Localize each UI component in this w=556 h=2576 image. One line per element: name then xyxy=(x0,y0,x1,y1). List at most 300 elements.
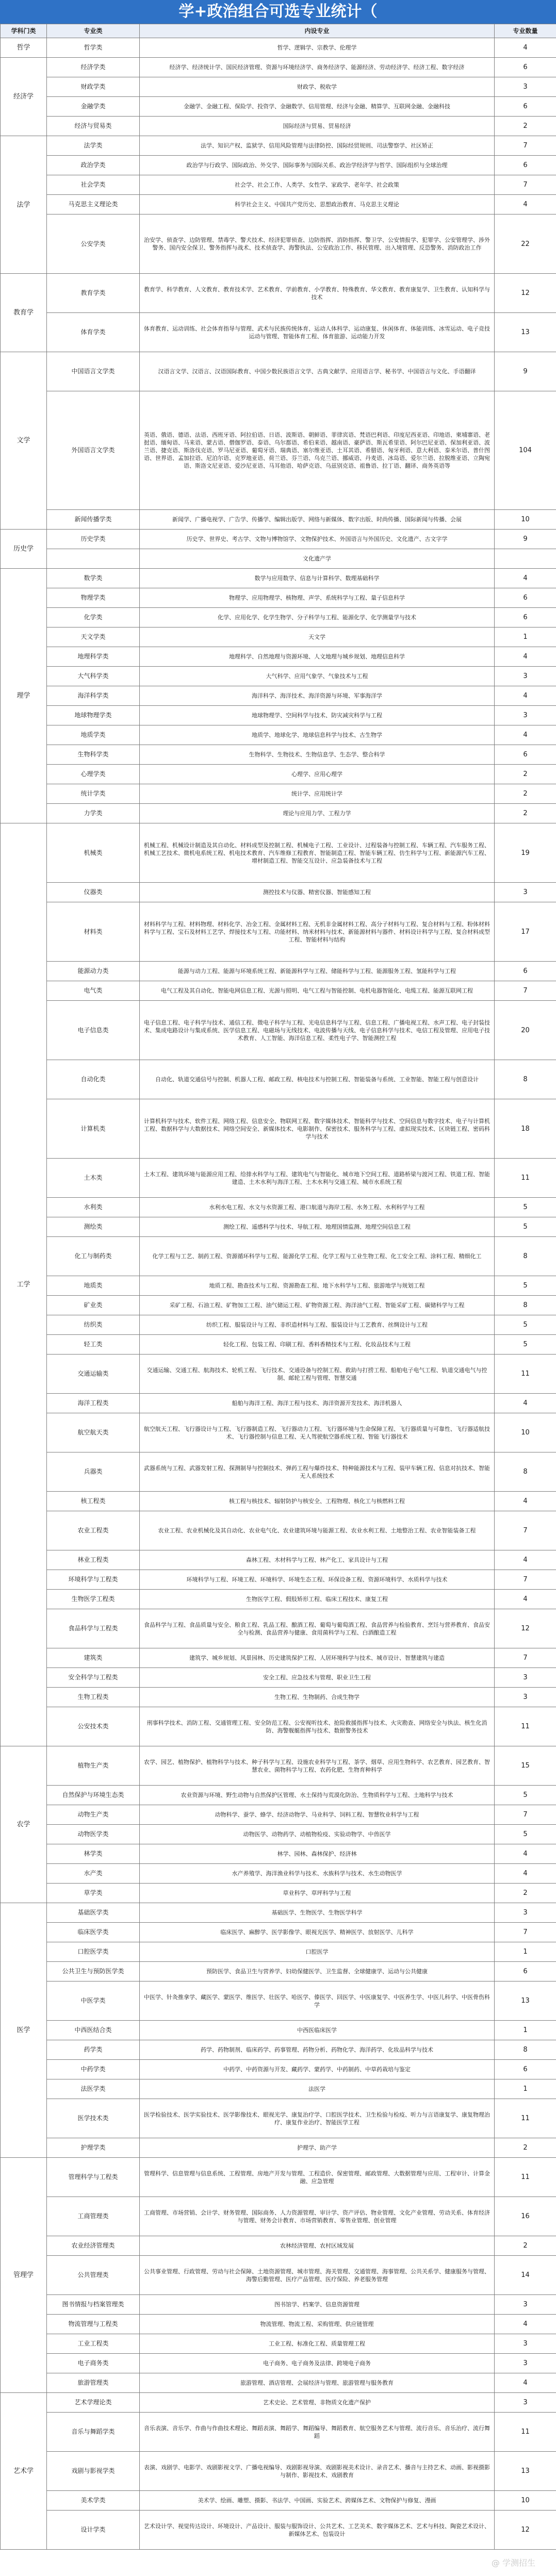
major-class-cell: 统计学类 xyxy=(47,784,140,804)
major-class-cell: 外国语言文学类 xyxy=(47,391,140,510)
major-count-cell: 6 xyxy=(495,2060,556,2079)
major-count-cell: 4 xyxy=(495,195,556,214)
major-class-cell: 海洋科学类 xyxy=(47,686,140,706)
table-row xyxy=(1,883,556,902)
majors-list-cell: 测绘工程、遥感科学与技术、导航工程、地理国情监测、地理空间信息工程 xyxy=(140,1217,495,1237)
major-count-cell: 3 xyxy=(495,2295,556,2315)
major-count-cell: 4 xyxy=(495,1590,556,1609)
table-row xyxy=(1,1844,556,1864)
major-class-cell: 化工与制药类 xyxy=(47,1237,140,1276)
header-count: 专业数量 xyxy=(495,24,556,38)
major-count-cell: 11 xyxy=(495,1159,556,1198)
major-count-cell: 4 xyxy=(495,2315,556,2334)
major-class-cell: 经济与贸易类 xyxy=(47,117,140,136)
majors-list-cell: 核工程与核技术、辐射防护与核安全、工程物理、核化工与核燃料工程 xyxy=(140,1492,495,1511)
table-row xyxy=(1,1198,556,1217)
majors-list-cell: 药学、药物制剂、临床药学、药事管理、药物分析、药物化学、海洋药学、化妆品科学与技术 xyxy=(140,2040,495,2060)
major-count-cell: 1 xyxy=(495,2021,556,2040)
table-header xyxy=(1,24,556,38)
major-count-cell: 3 xyxy=(495,706,556,725)
major-class-cell: 管理科学与工程类 xyxy=(47,2158,140,2197)
major-count-cell: 22 xyxy=(495,214,556,274)
major-count-cell: 6 xyxy=(495,962,556,981)
table-row xyxy=(1,1590,556,1609)
majors-list-cell: 管理科学、信息管理与信息系统、工程管理、房地产开发与管理、工程造价、保密管理、邮政管理、大数据管理与应用、工程审计、计算金融、应急管理 xyxy=(140,2158,495,2197)
table-row xyxy=(1,608,556,628)
major-count-cell: 7 xyxy=(495,1805,556,1825)
table-row xyxy=(1,725,556,745)
table-row xyxy=(1,1962,556,1981)
majors-list-cell: 森林工程、木材科学与工程、林产化工、家具设计与工程 xyxy=(140,1550,495,1570)
table-row xyxy=(1,1648,556,1668)
major-class-cell: 电气类 xyxy=(47,981,140,1001)
table-row xyxy=(1,549,556,569)
majors-list-cell: 图书馆学、档案学、信息资源管理 xyxy=(140,2295,495,2315)
major-count-cell: 12 xyxy=(495,2511,556,2550)
table-row xyxy=(1,352,556,391)
major-count-cell: 3 xyxy=(495,2393,556,2413)
table-row xyxy=(1,156,556,175)
majors-list-cell: 天文学 xyxy=(140,628,495,647)
major-class-cell: 物理学类 xyxy=(47,588,140,608)
major-class-cell: 动物生产类 xyxy=(47,1805,140,1825)
table-row xyxy=(1,1707,556,1746)
major-class-cell: 生物医学工程类 xyxy=(47,1590,140,1609)
table-row xyxy=(1,2197,556,2236)
table-row xyxy=(1,765,556,784)
major-count-cell: 10 xyxy=(495,2491,556,2511)
table-row xyxy=(1,2138,556,2158)
major-class-cell: 公安学类 xyxy=(47,214,140,274)
majors-list-cell: 历史学、世界史、考古学、文物与博物馆学、文物保护技术、外国语言与外国历史、文化遗产、古文字学 xyxy=(140,530,495,549)
major-class-cell: 农业经济管理类 xyxy=(47,2236,140,2256)
table-row xyxy=(1,530,556,549)
table-row xyxy=(1,2334,556,2354)
major-count-cell: 6 xyxy=(495,608,556,628)
major-class-cell: 自然保护与环境生态类 xyxy=(47,1786,140,1805)
table-row xyxy=(1,1492,556,1511)
majors-list-cell: 武器系统与工程、武器发射工程、探测制导与控制技术、弹药工程与爆炸技术、特种能源技术与工程、装甲车辆工程、信息对抗技术、智能无人系统技术 xyxy=(140,1452,495,1492)
table-row xyxy=(1,510,556,530)
major-class-cell: 地质类 xyxy=(47,1276,140,1296)
major-count-cell: 4 xyxy=(495,1864,556,1884)
table-row xyxy=(1,1746,556,1786)
table-row xyxy=(1,1550,556,1570)
major-count-cell: 6 xyxy=(495,1962,556,1981)
majors-list-cell: 生物科学、生物技术、生物信息学、生态学、整合科学 xyxy=(140,745,495,765)
discipline-cell: 法学 xyxy=(1,136,47,274)
table-row xyxy=(1,1688,556,1707)
major-class-cell: 中西医结合类 xyxy=(47,2021,140,2040)
major-count-cell: 3 xyxy=(495,883,556,902)
major-class-cell: 法医学类 xyxy=(47,2079,140,2099)
table-row xyxy=(1,58,556,77)
table-row xyxy=(1,2315,556,2334)
major-class-cell: 环境科学与工程类 xyxy=(47,1570,140,1590)
majors-list-cell: 预防医学、食品卫生与营养学、妇幼保健医学、卫生监督、全球健康学、运动与公共健康 xyxy=(140,1962,495,1981)
table-row xyxy=(1,1805,556,1825)
table-row xyxy=(1,274,556,313)
major-count-cell: 11 xyxy=(495,2158,556,2197)
major-count-cell: 19 xyxy=(495,823,556,883)
discipline-cell: 文学 xyxy=(1,352,47,530)
majors-list-cell: 测控技术与仪器、精密仪器、智能感知工程 xyxy=(140,883,495,902)
majors-list-cell: 刑事科学技术、消防工程、交通管理工程、安全防范工程、公安视听技术、抢险救援指挥与技术、火灾勘查、网络安全与执法、核生化消防、海警舰艇指挥与技术、数据警务技术 xyxy=(140,1707,495,1746)
majors-list-cell: 经济学、经济统计学、国民经济管理、资源与环境经济学、商务经济学、能源经济、劳动经济学、经济工程、数字经济 xyxy=(140,58,495,77)
table-row xyxy=(1,1511,556,1550)
major-class-cell: 财政学类 xyxy=(47,77,140,97)
major-class-cell: 法学类 xyxy=(47,136,140,156)
table-row xyxy=(1,1452,556,1492)
major-class-cell: 马克思主义理论类 xyxy=(47,195,140,214)
major-class-cell: 基础医学类 xyxy=(47,1903,140,1923)
table-row xyxy=(1,1237,556,1276)
major-class-cell: 心理学类 xyxy=(47,765,140,784)
table-row xyxy=(1,2373,556,2393)
major-class-cell: 动物医学类 xyxy=(47,1825,140,1844)
table-row xyxy=(1,569,556,588)
majors-list-cell: 自动化、轨道交通信号与控制、机器人工程、邮政工程、核电技术与控制工程、智能装备与系统、工业智能、智能工程与创意设计 xyxy=(140,1060,495,1099)
table-row xyxy=(1,1942,556,1962)
major-class-cell: 林业工程类 xyxy=(47,1550,140,1570)
discipline-cell: 哲学 xyxy=(1,38,47,58)
majors-list-cell: 新闻学、广播电视学、广告学、传播学、编辑出版学、网络与新媒体、数字出版、时尚传播、国际新闻与传播、会展 xyxy=(140,510,495,530)
table-row xyxy=(1,214,556,274)
majors-list-cell: 能源与动力工程、能源与环境系统工程、新能源科学与工程、储能科学与工程、能源服务工程、氢能科学与工程 xyxy=(140,962,495,981)
table-row xyxy=(1,981,556,1001)
major-class-cell: 兵器类 xyxy=(47,1452,140,1492)
major-class-cell: 经济学类 xyxy=(47,58,140,77)
major-count-cell: 7 xyxy=(495,1511,556,1550)
major-class-cell: 计算机类 xyxy=(47,1099,140,1159)
table-row xyxy=(1,2236,556,2256)
major-count-cell: 14 xyxy=(495,2256,556,2295)
majors-list-cell: 美术学、绘画、雕塑、摄影、书法学、中国画、实验艺术、跨媒体艺术、文物保护与修复、漫画 xyxy=(140,2491,495,2511)
major-count-cell: 9 xyxy=(495,530,556,549)
page-title: 学+政治组合可选专业统计（ xyxy=(0,0,556,24)
majors-list-cell: 治安学、侦查学、边防管理、禁毒学、警犬技术、经济犯罪侦查、边防指挥、消防指挥、警卫学、公安情报学、犯罪学、公安管理学、涉外警务、国内安全保卫、警务指挥与战术、技术侦查学、海警执法、公安政治工作、移民管理、出入境管理、反恐警务、消防政治工作 xyxy=(140,214,495,274)
major-count-cell: 11 xyxy=(495,1355,556,1394)
table-row xyxy=(1,2099,556,2138)
majors-list-cell: 化学工程与工艺、制药工程、资源循环科学与工程、能源化学工程、化学工程与工业生物工程、化工安全工程、涂料工程、精细化工 xyxy=(140,1237,495,1276)
major-count-cell: 104 xyxy=(495,391,556,510)
majors-list-cell: 物流管理、物流工程、采购管理、供应链管理 xyxy=(140,2315,495,2334)
majors-list-cell: 表演、戏剧学、电影学、戏剧影视文学、广播电视编导、戏剧影视导演、戏剧影视美术设计、录音艺术、播音与主持艺术、动画、影视摄影与制作、影视技术、戏剧教育 xyxy=(140,2452,495,2491)
table-row xyxy=(1,1981,556,2021)
major-class-cell: 工商管理类 xyxy=(47,2197,140,2236)
table-row xyxy=(1,588,556,608)
table-row xyxy=(1,667,556,686)
table-row xyxy=(1,1099,556,1159)
table-row xyxy=(1,1864,556,1884)
majors-list-cell: 航空航天工程、飞行器设计与工程、飞行器制造工程、飞行器动力工程、飞行器环境与生命保障工程、飞行器质量与可靠性、飞行器适航技术、飞行器控制与信息工程、无人驾驶航空器系统工程、智能飞行器技术 xyxy=(140,1413,495,1452)
major-count-cell: 6 xyxy=(495,588,556,608)
major-count-cell: 8 xyxy=(495,1237,556,1276)
majors-list-cell: 机械工程、机械设计制造及其自动化、材料成型及控制工程、机械电子工程、工业设计、过程装备与控制工程、车辆工程、汽车服务工程、机械工艺技术、微机电系统工程、机电技术教育、汽车维修工程教育、智能制造工程、智能车辆工程、仿生科学与工程、新能源汽车工程、增材制造工程、智能交互设计、应急装备技术与工程 xyxy=(140,823,495,883)
major-count-cell: 17 xyxy=(495,902,556,962)
major-class-cell xyxy=(47,549,140,569)
majors-list-cell: 化学、应用化学、化学生物学、分子科学与工程、能源化学、化学测量学与技术 xyxy=(140,608,495,628)
major-class-cell: 水利类 xyxy=(47,1198,140,1217)
major-count-cell: 3 xyxy=(495,1903,556,1923)
major-count-cell: 13 xyxy=(495,2452,556,2491)
majors-list-cell: 体育教育、运动训练、社会体育指导与管理、武术与民族传统体育、运动人体科学、运动康复、休闲体育、体能训练、冰雪运动、电子竞技运动与管理、智能体育工程、体育旅游、运动能力开发 xyxy=(140,313,495,352)
majors-list-cell: 中医学、针灸推拿学、藏医学、蒙医学、维医学、壮医学、哈医学、傣医学、回医学、中医康复学、中医养生学、中医儿科学、中医骨伤科学 xyxy=(140,1981,495,2021)
major-count-cell: 4 xyxy=(495,725,556,745)
majors-list-cell: 政治学与行政学、国际政治、外交学、国际事务与国际关系、政治学经济学与哲学、国际组织与全球治理 xyxy=(140,156,495,175)
major-count-cell: 7 xyxy=(495,1570,556,1590)
majors-list-cell: 临床医学、麻醉学、医学影像学、眼视光医学、精神医学、放射医学、儿科学 xyxy=(140,1923,495,1942)
major-class-cell: 体育学类 xyxy=(47,313,140,352)
majors-list-cell: 工业工程、标准化工程、质量管理工程 xyxy=(140,2334,495,2354)
table-row xyxy=(1,313,556,352)
major-class-cell: 金融学类 xyxy=(47,97,140,117)
majors-list-cell: 环境科学与工程、环境工程、环境科学、环境生态工程、环保设备工程、资源环境科学、水质科学与技术 xyxy=(140,1570,495,1590)
major-count-cell: 3 xyxy=(495,2334,556,2354)
majors-list-cell: 科学社会主义、中国共产党历史、思想政治教育、马克思主义理论 xyxy=(140,195,495,214)
majors-list-cell: 材料科学与工程、材料物理、材料化学、冶金工程、金属材料工程、无机非金属材料工程、高分子材料与工程、复合材料与工程、粉体材料科学与工程、宝石及材料工艺学、焊接技术与工程、功能材料、纳米材料与技术、新能源材料与器件、材料设计科学与工程、复合材料成型工程、智能材料与结构 xyxy=(140,902,495,962)
major-count-cell: 2 xyxy=(495,1884,556,1903)
majors-list-cell: 公共事业管理、行政管理、劳动与社会保障、土地资源管理、城市管理、海关管理、交通管理、海事管理、公共关系学、健康服务与管理、海警后勤管理、医疗产品管理、医疗保险、养老服务管理 xyxy=(140,2256,495,2295)
major-count-cell: 2 xyxy=(495,765,556,784)
table-row xyxy=(1,1413,556,1452)
major-count-cell: 1 xyxy=(495,1942,556,1962)
major-class-cell: 公共卫生与预防医学类 xyxy=(47,1962,140,1981)
major-count-cell: 15 xyxy=(495,1746,556,1786)
major-count-cell: 5 xyxy=(495,1315,556,1335)
majors-list-cell: 农业工程、农业机械化及其自动化、农业电气化、农业建筑环境与能源工程、农业水利工程、土地整治工程、农业智能装备工程 xyxy=(140,1511,495,1550)
major-class-cell: 数学类 xyxy=(47,569,140,588)
major-class-cell: 音乐与舞蹈学类 xyxy=(47,2413,140,2452)
major-class-cell: 食品科学与工程类 xyxy=(47,1609,140,1648)
major-count-cell: 2 xyxy=(495,2138,556,2158)
majors-list-cell: 水产养殖学、海洋渔业科学与技术、水族科学与技术、水生动物医学 xyxy=(140,1864,495,1884)
major-count-cell: 4 xyxy=(495,1844,556,1864)
major-class-cell: 历史学类 xyxy=(47,530,140,549)
majors-list-cell: 地质学、地球化学、地球信息科学与技术、古生物学 xyxy=(140,725,495,745)
major-class-cell: 口腔医学类 xyxy=(47,1942,140,1962)
table-row xyxy=(1,2021,556,2040)
header-category: 学科门类 xyxy=(1,24,47,38)
majors-list-cell: 水利水电工程、水文与水资源工程、港口航道与海岸工程、水务工程、水利科学与工程 xyxy=(140,1198,495,1217)
majors-list-cell: 汉语言文学、汉语言、汉语国际教育、中国少数民族语言文学、古典文献学、应用语言学、秘书学、中国语言与文化、手语翻译 xyxy=(140,352,495,391)
table-row xyxy=(1,1276,556,1296)
major-class-cell: 植物生产类 xyxy=(47,1746,140,1786)
major-class-cell: 航空航天类 xyxy=(47,1413,140,1452)
table-row xyxy=(1,117,556,136)
majors-list-cell: 法医学 xyxy=(140,2079,495,2099)
table-row xyxy=(1,38,556,58)
major-class-cell: 水产类 xyxy=(47,1864,140,1884)
table-row xyxy=(1,1609,556,1648)
watermark: @ 学测招生 xyxy=(491,2558,535,2568)
major-statistics-table xyxy=(0,24,556,2550)
major-count-cell: 4 xyxy=(495,38,556,58)
major-count-cell: 3 xyxy=(495,1688,556,1707)
major-count-cell: 5 xyxy=(495,1825,556,1844)
majors-list-cell: 理论与应用力学、工程力学 xyxy=(140,804,495,823)
major-count-cell: 12 xyxy=(495,274,556,313)
table-row xyxy=(1,2491,556,2511)
table-row xyxy=(1,1315,556,1335)
major-count-cell: 2 xyxy=(495,117,556,136)
majors-list-cell: 哲学、逻辑学、宗教学、伦理学 xyxy=(140,38,495,58)
table-row xyxy=(1,391,556,510)
major-class-cell: 政治学类 xyxy=(47,156,140,175)
major-class-cell: 工业工程类 xyxy=(47,2334,140,2354)
major-count-cell: 8 xyxy=(495,1296,556,1315)
majors-list-cell: 生物医学工程、假肢矫形工程、临床工程技术、康复工程 xyxy=(140,1590,495,1609)
major-class-cell: 生物科学类 xyxy=(47,745,140,765)
major-class-cell: 海洋工程类 xyxy=(47,1394,140,1413)
majors-list-cell: 财政学、税收学 xyxy=(140,77,495,97)
majors-list-cell: 中药学、中药资源与开发、藏药学、蒙药学、中药制药、中草药栽培与鉴定 xyxy=(140,2060,495,2079)
majors-list-cell: 中西医临床医学 xyxy=(140,2021,495,2040)
major-count-cell: 18 xyxy=(495,1099,556,1159)
table-row xyxy=(1,1060,556,1099)
major-count-cell: 3 xyxy=(495,667,556,686)
majors-list-cell: 安全工程、应急技术与管理、职业卫生工程 xyxy=(140,1668,495,1688)
table-row xyxy=(1,1217,556,1237)
majors-list-cell: 纺织工程、服装设计与工程、非织造材料与工程、服装设计与工艺教育、丝绸设计与工程 xyxy=(140,1315,495,1335)
major-count-cell: 2 xyxy=(495,2236,556,2256)
major-count-cell: 11 xyxy=(495,2099,556,2138)
table-row xyxy=(1,784,556,804)
major-class-cell: 建筑类 xyxy=(47,1648,140,1668)
major-class-cell: 中药学类 xyxy=(47,2060,140,2079)
majors-list-cell: 艺术史论、艺术管理、非物质文化遗产保护 xyxy=(140,2393,495,2413)
major-count-cell: 6 xyxy=(495,97,556,117)
major-class-cell: 机械类 xyxy=(47,823,140,883)
table-row xyxy=(1,195,556,214)
major-class-cell: 地球物理学类 xyxy=(47,706,140,725)
table-row xyxy=(1,686,556,706)
major-count-cell: 6 xyxy=(495,156,556,175)
major-count-cell: 3 xyxy=(495,2354,556,2373)
major-count-cell: 10 xyxy=(495,1413,556,1452)
major-class-cell: 物流管理与工程类 xyxy=(47,2315,140,2334)
major-count-cell: 7 xyxy=(495,175,556,195)
major-class-cell: 药学类 xyxy=(47,2040,140,2060)
table-row xyxy=(1,2413,556,2452)
major-count-cell: 6 xyxy=(495,745,556,765)
major-count-cell: 3 xyxy=(495,1668,556,1688)
major-class-cell: 艺术学理论类 xyxy=(47,2393,140,2413)
majors-list-cell: 食品科学与工程、食品质量与安全、粮食工程、乳品工程、酿酒工程、葡萄与葡萄酒工程、食品营养与检验教育、烹饪与营养教育、食品安全与检测、食品营养与健康、食用菌科学与工程、白酒酿造工程 xyxy=(140,1609,495,1648)
major-class-cell: 图书情报与档案管理类 xyxy=(47,2295,140,2315)
major-count-cell: 4 xyxy=(495,2373,556,2393)
major-class-cell: 地理科学类 xyxy=(47,647,140,667)
table-row xyxy=(1,2060,556,2079)
table-row xyxy=(1,706,556,725)
major-class-cell: 材料类 xyxy=(47,902,140,962)
major-count-cell: 10 xyxy=(495,510,556,530)
major-class-cell: 地质学类 xyxy=(47,725,140,745)
major-count-cell: 7 xyxy=(495,1648,556,1668)
major-class-cell: 公安技术类 xyxy=(47,1707,140,1746)
majors-list-cell: 草业科学、草坪科学与工程 xyxy=(140,1884,495,1903)
majors-list-cell: 采矿工程、石油工程、矿物加工工程、油气储运工程、矿物资源工程、海洋油气工程、智能采矿工程、碳储科学与工程 xyxy=(140,1296,495,1315)
major-count-cell: 13 xyxy=(495,1981,556,2021)
major-count-cell: 4 xyxy=(495,1394,556,1413)
table-row xyxy=(1,2158,556,2197)
majors-list-cell: 统计学、应用统计学 xyxy=(140,784,495,804)
table-row xyxy=(1,1668,556,1688)
table-row xyxy=(1,1355,556,1394)
table-row xyxy=(1,2295,556,2315)
major-class-cell: 哲学类 xyxy=(47,38,140,58)
majors-list-cell: 农学、园艺、植物保护、植物科学与技术、种子科学与工程、设施农业科学与工程、茶学、烟草、应用生物科学、农艺教育、园艺教育、智慧农业、菌物科学与工程、农药化肥、生物育种科学 xyxy=(140,1746,495,1786)
major-class-cell: 安全科学与工程类 xyxy=(47,1668,140,1688)
major-class-cell: 化学类 xyxy=(47,608,140,628)
major-class-cell: 大气科学类 xyxy=(47,667,140,686)
majors-list-cell: 法学、知识产权、监狱学、信用风险管理与法律防控、国际经贸规则、司法警察学、社区矫正 xyxy=(140,136,495,156)
major-count-cell: 8 xyxy=(495,2040,556,2060)
major-class-cell: 林学类 xyxy=(47,1844,140,1864)
major-count-cell: 6 xyxy=(495,58,556,77)
major-class-cell: 临床医学类 xyxy=(47,1923,140,1942)
major-count-cell: 1 xyxy=(495,628,556,647)
table-row xyxy=(1,823,556,883)
majors-list-cell: 地理科学、自然地理与资源环境、人文地理与城乡规划、地理信息科学 xyxy=(140,647,495,667)
major-count-cell: 9 xyxy=(495,352,556,391)
majors-list-cell: 建筑学、城乡规划、风景园林、历史建筑保护工程、人居环境科学与技术、城市设计、智慧建筑与建造 xyxy=(140,1648,495,1668)
major-count-cell: 5 xyxy=(495,1217,556,1237)
table-row xyxy=(1,1786,556,1805)
table-row xyxy=(1,804,556,823)
table-row xyxy=(1,1335,556,1355)
major-count-cell: 1 xyxy=(495,2079,556,2099)
major-class-cell: 交通运输类 xyxy=(47,1355,140,1394)
major-class-cell: 矿业类 xyxy=(47,1296,140,1315)
major-class-cell: 仪器类 xyxy=(47,883,140,902)
majors-list-cell: 船舶与海洋工程、海洋工程与技术、海洋资源开发技术、海洋机器人 xyxy=(140,1394,495,1413)
majors-list-cell: 文化遗产学 xyxy=(140,549,495,569)
majors-list-cell: 医学检验技术、医学实验技术、医学影像技术、眼视光学、康复治疗学、口腔医学技术、卫生检验与检疫、听力与言语康复学、康复物理治疗、康复作业治疗、智能医学工程 xyxy=(140,2099,495,2138)
majors-list-cell: 基础医学、生物医学、生物医学科学 xyxy=(140,1903,495,1923)
discipline-cell: 艺术学 xyxy=(1,2393,47,2550)
table-row xyxy=(1,1825,556,1844)
major-class-cell: 天文学类 xyxy=(47,628,140,647)
major-count-cell: 5 xyxy=(495,1786,556,1805)
majors-list-cell: 电气工程及其自动化、智能电网信息工程、光源与照明、电气工程与智能控制、电机电器智能化、电缆工程、能源互联网工程 xyxy=(140,981,495,1001)
majors-list-cell: 电子信息工程、电子科学与技术、通信工程、微电子科学与工程、光电信息科学与工程、信息工程、广播电视工程、水声工程、电子封装技术、集成电路设计与集成系统、医学信息工程、电磁场与无线技术、电波传播与天线、电子信息科学与技术、电信工程及管理、应用电子技术教育、人工智能、海洋信息工程、柔性电子学、智能测控工程 xyxy=(140,1001,495,1060)
majors-list-cell: 心理学、应用心理学 xyxy=(140,765,495,784)
majors-list-cell: 艺术设计学、视觉传达设计、环境设计、产品设计、服装与服饰设计、公共艺术、工艺美术、数字媒体艺术、艺术与科技、陶瓷艺术设计、新媒体艺术、包装设计 xyxy=(140,2511,495,2550)
major-count-cell: 4 xyxy=(495,1550,556,1570)
major-class-cell: 社会学类 xyxy=(47,175,140,195)
major-class-cell: 医学技术类 xyxy=(47,2099,140,2138)
majors-list-cell: 口腔医学 xyxy=(140,1942,495,1962)
majors-list-cell: 国际经济与贸易、贸易经济 xyxy=(140,117,495,136)
major-count-cell: 2 xyxy=(495,784,556,804)
discipline-cell: 理学 xyxy=(1,569,47,823)
discipline-cell: 医学 xyxy=(1,1903,47,2158)
table-row xyxy=(1,2079,556,2099)
table-body xyxy=(1,38,556,2550)
majors-list-cell: 土木工程、建筑环境与能源应用工程、给排水科学与工程、建筑电气与智能化、城市地下空间工程、道路桥梁与渡河工程、铁道工程、智能建造、土木水利与海洋工程、土木水利与交通工程、城市水系统工程 xyxy=(140,1159,495,1198)
majors-list-cell: 农林经济管理、农村区域发展 xyxy=(140,2236,495,2256)
major-class-cell: 旅游管理类 xyxy=(47,2373,140,2393)
table-row xyxy=(1,745,556,765)
majors-list-cell: 旅游管理、酒店管理、会展经济与管理、旅游管理与服务教育 xyxy=(140,2373,495,2393)
major-class-cell: 戏剧与影视学类 xyxy=(47,2452,140,2491)
table-row xyxy=(1,2256,556,2295)
table-row xyxy=(1,1159,556,1198)
discipline-cell: 工学 xyxy=(1,823,47,1746)
discipline-cell: 农学 xyxy=(1,1746,47,1903)
majors-list-cell: 金融学、金融工程、保险学、投资学、金融数学、信用管理、经济与金融、精算学、互联网金融、金融科技 xyxy=(140,97,495,117)
